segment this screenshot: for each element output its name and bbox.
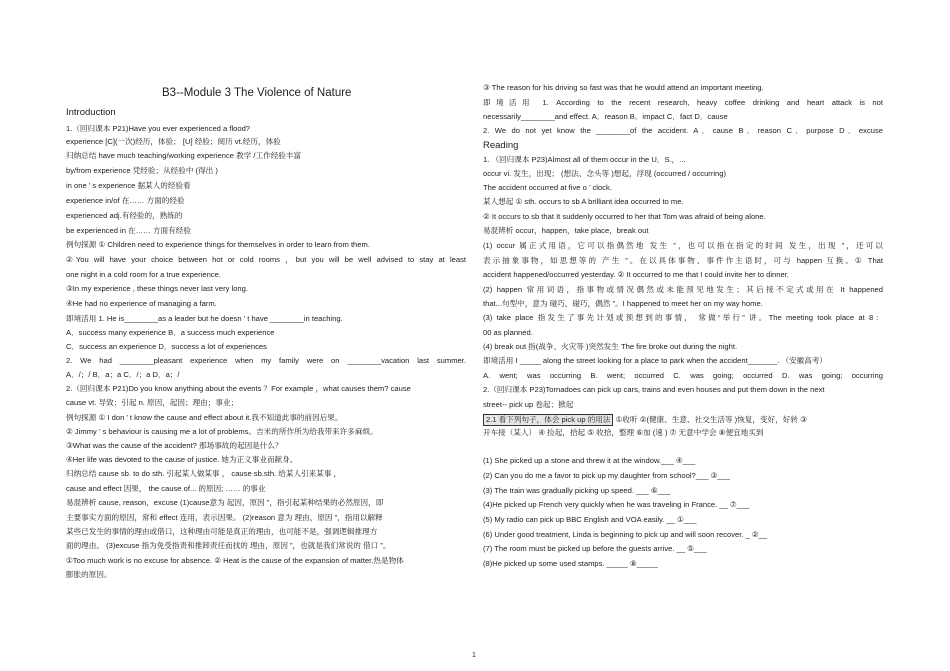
text-line: 2.（回归课本 P23)Tornadoes can pick up cars, trains and even houses and put them down in the next	[483, 385, 825, 394]
text-line: (2) Can you do me a favor to pick up my daughter from school?___ ③___	[483, 471, 730, 480]
text-line: (7) The room must be picked up before the guests arrive. __ ⑤___	[483, 544, 707, 553]
text-line: (3) take place 指发生了事先计划或预想到的事情， 常做“举行” 讲。The meeting took place at 8：	[483, 313, 883, 322]
text-line: ④He had no experience of managing a farm.	[66, 299, 217, 308]
text-line: (8)He picked up some used stamps. _____ ⑧_____	[483, 559, 658, 568]
highlight-box: 2.1 看下列句子，体会 pick up 的用法	[483, 414, 613, 426]
text-line: 2. We had ________pleasant experience when my family were on ________vacation last summer.	[66, 356, 466, 365]
page-title: B3--Module 3 The Violence of Nature	[162, 87, 352, 99]
text-line: (1) occur 属正式用语，它可以指偶然地 发生 ”，也可以指在指定的时间 发生，出现 ”，还可以	[483, 241, 883, 250]
text-line	[483, 414, 807, 426]
text-line: in one ’ s experience 据某人的经验看	[66, 181, 191, 190]
text-line: (2) happen 常用词语，指事物或情况偶然或未能预见地发生；其后接不定式或用在 It happened	[483, 285, 883, 294]
text-line: 易混辨析 occur，happen，take place，break out	[483, 226, 649, 235]
text-line: 00 as planned.	[483, 328, 533, 337]
text-line: (5) My radio can pick up BBC English and VOA easily. __ ①___	[483, 515, 697, 524]
text-line: 膨胀的原因。	[66, 570, 112, 579]
text-line: (3) The train was gradually picking up speed. ___ ⑥___	[483, 486, 671, 495]
text-line: 面的理由。 (3)excuse 指为免受指责和推卸责任而找的 理由，原因 ”，也就是我们常说的 借口 ”。	[66, 541, 391, 550]
text-line: 归纳总结 cause sb. to do sth. 引起某人做某事 ， cause sb.sth. 给某人引来某事 ，	[66, 469, 342, 478]
text-line: (6) Under good treatment, Linda is beginning to pick up and will soon recover. _ ②__	[483, 530, 768, 539]
text-line: 1.（回归课本 P21)Have you ever experienced a flood?	[66, 124, 251, 133]
text-line: 某些已发生的事情的理由或借口，这种理由可能是真正的理由，也可能不是，强调逻辑推理方	[66, 527, 378, 536]
text-line: (4) break out 指(战争、火灾等 )突然发生 The fire broke out during the night.	[483, 342, 738, 351]
text-line: A. went; was occurring B. went; occurred C. was going; occurred D. was going; occurring	[483, 371, 883, 380]
text-line: by/from experience 凭经验；从经验中 (得出 )	[66, 166, 218, 175]
text-line: ③What was the cause of the accident? 那场事故的起因是什么？	[66, 441, 283, 450]
section-heading: Introduction	[66, 107, 116, 118]
text-line: 例句探源 ① Children need to experience things for themselves in order to learn from them.	[66, 240, 370, 249]
text-line: experience in/of 在…… 方面的经验	[66, 196, 185, 205]
text-line: ①Too much work is no excuse for absence. ② Heat is the cause of the expansion of matter.热是物体	[66, 556, 404, 565]
text-line: 表示抽象事物，如思想等的 产生 ”。在以具体事物、事件作主语时，可与 happen 互换。① That	[483, 256, 883, 265]
text-line: cause vt. 导致；引起 n. 原因，起因；理由；事业；	[66, 398, 239, 407]
text-line: 例句探源 ① I don ’ t know the cause and effect about it.我不知道此事的前因后果。	[66, 413, 343, 422]
text-span: ①收听 ②(健康、生意、社交生活等 )恢复，变好，好转 ③	[613, 415, 807, 424]
text-line: 1. （回归课本 P23)Almost all of them occur in the U．S.，...	[483, 155, 686, 164]
text-line: accident happened/occurred yesterday. ② It occurred to me that I could invite her to dinner.	[483, 270, 789, 279]
text-line: 开车接（某人） ④ 捡起，拾起 ⑤ 收拾，整理 ⑥加 (速 ) ⑦ 无意中学会 ⑧便宜地买到	[483, 428, 764, 437]
section-heading: Reading	[483, 140, 519, 151]
text-line: 易混辨析 cause, reason，excuse (1)cause意为 起因，原因 ”，指引起某种结果的必然原因，即	[66, 498, 384, 507]
text-line: (1) She picked up a stone and threw it at the window.___ ④___	[483, 456, 696, 465]
text-line: 归纳总结 have much teaching/working experience 教学 /工作经验丰富	[66, 151, 302, 160]
text-line: ② Jimmy ’ s behaviour is causing me a lot of problems。吉米的所作所为给我带来许多麻烦。	[66, 427, 378, 436]
text-line: experienced adj.有经验的，熟练的	[66, 211, 183, 220]
page-number: 1	[472, 652, 476, 659]
text-line: ③ The reason for his driving so fast was that he would attend an important meeting.	[483, 83, 764, 92]
text-line: be experienced in 在…… 方面有经验	[66, 226, 191, 235]
text-line: cause and effect 因果， the cause of... 的原因; …… 的事业	[66, 484, 266, 493]
text-line: necessarily________and effect. A．reason B．impact C．fact D．cause	[483, 112, 728, 121]
text-line: 即境活用 1. He is________as a leader but he doesn ’ t have ________in teaching.	[66, 314, 343, 323]
text-line: A．/；/ B．a；a C．/；a D．a；/	[66, 370, 180, 379]
text-line: 主要事实方面的原因，常和 effect 连用，表示因果。 (2)reason 意为 理由，原因 ”，指用以解释	[66, 513, 383, 522]
text-line: C．success an experience D．success a lot of experiences	[66, 342, 267, 351]
text-line: 即境活用 1. According to the recent research, heavy coffee drinking and heart attack is not	[483, 98, 883, 107]
text-line: A．success many experience B．a success much experience	[66, 328, 275, 337]
text-line: The accident occurred at five o ’ clock.	[483, 183, 612, 192]
text-line: ③In my experience , these things never last very long.	[66, 284, 248, 293]
text-line: 2. We do not yet know the ________of the accident. A．cause B．reason C．purpose D．excuse	[483, 126, 883, 135]
text-line: 某人想起 ① sth. occurs to sb A brilliant idea occurred to me.	[483, 197, 684, 206]
text-line: experience [C](一次)经历，体验； [U] 经验；阅历 vt.经历，体验	[66, 137, 281, 146]
text-line: that...句型中，意为 碰巧，碰巧，偶然 ”。I happened to meet her on my way home.	[483, 299, 763, 308]
text-line: ② It occurs to sb that It suddenly occurred to her that Tom was afraid of being alone.	[483, 212, 766, 221]
text-line: street-- pick up 卷起；掀起	[483, 400, 574, 409]
text-line: ②You will have your choice between hot or cold rooms ，but you will be well advised to stay at least	[66, 255, 466, 264]
text-line: (4)He picked up French very quickly when he was traveling in France. __ ⑦___	[483, 500, 750, 509]
text-line: 2.（回归课本 P21)Do you know anything about the events ？For example ，what causes them? cause	[66, 384, 411, 393]
text-line: 即境活用 I _____ along the street looking for a place to park when the accident_______. （安徽高考）	[483, 356, 828, 365]
text-line: one night in a cold room for a true experience.	[66, 270, 221, 279]
text-line: occur vi. 发生，出现； (想法、念头等 )想起，浮现 (occurred / occurring)	[483, 169, 727, 178]
text-line: ④Her life was devoted to the cause of justice. 她为正义事业而献身。	[66, 455, 298, 464]
